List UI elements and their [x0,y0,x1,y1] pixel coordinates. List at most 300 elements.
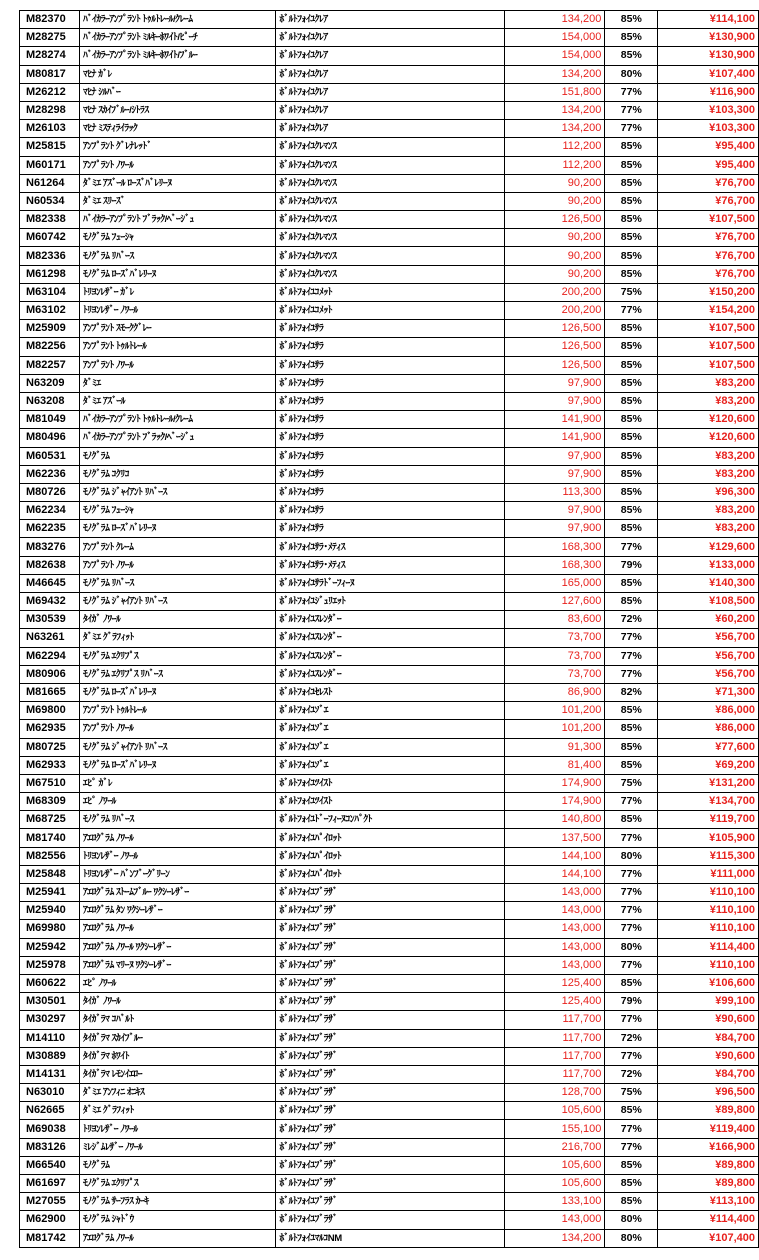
rate-cell: 75% [605,774,658,792]
product-code-cell: M80726 [20,483,80,501]
product-name-cell: ﾓﾉｸﾞﾗﾑ ﾌｭｰｼｬ [79,229,276,247]
list-price-cell: 140,800 [504,811,605,829]
table-row [20,338,759,356]
list-price-cell: 73,700 [504,647,605,665]
product-code-cell: M67510 [20,774,80,792]
table-row [20,865,759,883]
rate-cell: 85% [605,1175,658,1193]
rate-cell: 80% [605,1211,658,1229]
buy-price-cell: ¥107,500 [658,211,759,229]
product-name-cell: ﾐﾚｼﾞﾑﾚｻﾞｰ ﾉﾜｰﾙ [79,1138,276,1156]
buy-price-cell: ¥76,700 [658,174,759,192]
product-name-cell: ｴﾋﾟ ﾉﾜｰﾙ [79,793,276,811]
model-name-cell: ﾎﾞﾙﾄﾌｫｲﾕﾌﾞﾗｻﾞ [276,956,504,974]
table-row [20,593,759,611]
rate-cell: 72% [605,1029,658,1047]
product-code-cell: M69038 [20,1120,80,1138]
product-name-cell: ﾓﾉｸﾞﾗﾑ ﾘﾊﾞｰｽ [79,247,276,265]
rate-cell: 85% [605,520,658,538]
table-row [20,665,759,683]
rate-cell: 77% [605,920,658,938]
model-name-cell: ﾎﾞﾙﾄﾌｫｲﾕｿﾞｴ [276,756,504,774]
buy-price-cell: ¥106,600 [658,974,759,992]
product-name-cell: ｱｴﾛｸﾞﾗﾑ ﾉﾜｰﾙ [79,1229,276,1247]
buy-price-cell: ¥114,400 [658,1211,759,1229]
product-code-cell: M30539 [20,611,80,629]
product-name-cell: ﾊﾞｲｶﾗｰｱﾝﾌﾟﾗﾝﾄ ﾐﾙｷｰﾎﾜｲﾄ/ﾌﾞﾙｰ [79,47,276,65]
list-price-cell: 97,900 [504,502,605,520]
model-name-cell: ﾎﾞﾙﾄﾌｫｲﾕｸﾚﾏﾝｽ [276,156,504,174]
product-code-cell: M25942 [20,938,80,956]
rate-cell: 85% [605,738,658,756]
rate-cell: 85% [605,174,658,192]
table-row [20,465,759,483]
product-code-cell: N63208 [20,392,80,410]
table-row [20,356,759,374]
product-code-cell: M62235 [20,520,80,538]
buy-price-cell: ¥89,800 [658,1175,759,1193]
model-name-cell: ﾎﾞﾙﾄﾌｫｲﾕｻﾗ [276,338,504,356]
list-price-cell: 81,400 [504,756,605,774]
list-price-cell: 91,300 [504,738,605,756]
list-price-cell: 137,500 [504,829,605,847]
buy-price-cell: ¥110,100 [658,956,759,974]
product-code-cell: M28275 [20,29,80,47]
list-price-cell: 154,000 [504,29,605,47]
product-code-cell: M60742 [20,229,80,247]
buy-price-cell: ¥69,200 [658,756,759,774]
product-code-cell: M26103 [20,120,80,138]
buy-price-cell: ¥103,300 [658,120,759,138]
rate-cell: 85% [605,447,658,465]
model-name-cell: ﾎﾞﾙﾄﾌｫｲﾕｻﾗ [276,374,504,392]
buy-price-cell: ¥95,400 [658,138,759,156]
product-code-cell: M68725 [20,811,80,829]
rate-cell: 77% [605,902,658,920]
model-name-cell: ﾎﾞﾙﾄﾌｫｲﾕｻﾗ [276,411,504,429]
table-row [20,847,759,865]
product-name-cell: ﾀｲｶﾞﾗﾏ ﾎﾜｲﾄ [79,1047,276,1065]
model-name-cell: ﾎﾞﾙﾄﾌｫｲﾕﾄﾞｰﾌｨｰﾇｺﾝﾊﾟｸﾄ [276,811,504,829]
list-price-cell: 117,700 [504,1065,605,1083]
rate-cell: 85% [605,374,658,392]
product-name-cell: ﾀｲｶﾞﾗﾏ ﾚﾓﾝｲｴﾛｰ [79,1065,276,1083]
product-name-cell: ﾄﾘﾖﾝﾚｻﾞｰ ﾊﾞﾝﾌﾞｰｸﾞﾘｰﾝ [79,865,276,883]
model-name-cell: ﾎﾞﾙﾄﾌｫｲﾕﾊﾟｲﾛｯﾄ [276,829,504,847]
product-name-cell: ﾏﾋﾅ ｽｶｲﾌﾞﾙｰ/ｼﾄﾗｽ [79,101,276,119]
rate-cell: 79% [605,993,658,1011]
buy-price-cell: ¥107,400 [658,1229,759,1247]
product-name-cell: ﾓﾉｸﾞﾗﾑ ﾛｰｽﾞﾊﾞﾚﾘｰﾇ [79,683,276,701]
list-price-cell: 141,900 [504,429,605,447]
list-price-cell: 86,900 [504,683,605,701]
model-name-cell: ﾎﾞﾙﾄﾌｫｲﾕﾌﾞﾗｻﾞ [276,1120,504,1138]
table-row [20,156,759,174]
product-code-cell: M25940 [20,902,80,920]
table-row [20,938,759,956]
product-code-cell: M30297 [20,1011,80,1029]
product-name-cell: ｱﾝﾌﾟﾗﾝﾄ ﾄｩﾙﾄﾚｰﾙ [79,702,276,720]
buy-price-cell: ¥90,600 [658,1047,759,1065]
list-price-cell: 112,200 [504,156,605,174]
rate-cell: 85% [605,247,658,265]
rate-cell: 77% [605,793,658,811]
table-row [20,956,759,974]
model-name-cell: ﾎﾞﾙﾄﾌｫｲﾕｿﾞｴ [276,720,504,738]
rate-cell: 77% [605,629,658,647]
table-row [20,920,759,938]
buy-price-cell: ¥90,600 [658,1011,759,1029]
product-name-cell: ﾓﾉｸﾞﾗﾑ ﾛｰｽﾞﾊﾞﾚﾘｰﾇ [79,265,276,283]
product-code-cell: M69980 [20,920,80,938]
rate-cell: 85% [605,192,658,210]
list-price-cell: 101,200 [504,720,605,738]
product-name-cell: ﾓﾉｸﾞﾗﾑ ｴｸﾘﾌﾟｽ [79,1175,276,1193]
product-code-cell: M46645 [20,574,80,592]
rate-cell: 77% [605,302,658,320]
product-code-cell: N63010 [20,1084,80,1102]
buy-price-cell: ¥114,100 [658,11,759,29]
table-row [20,1047,759,1065]
list-price-cell: 113,300 [504,483,605,501]
buy-price-cell: ¥140,300 [658,574,759,592]
model-name-cell: ﾎﾞﾙﾄﾌｫｲﾕｽﾚﾝﾀﾞｰ [276,629,504,647]
model-name-cell: ﾎﾞﾙﾄﾌｫｲﾕｸﾚﾏﾝｽ [276,247,504,265]
rate-cell: 85% [605,411,658,429]
list-price-cell: 216,700 [504,1138,605,1156]
rate-cell: 77% [605,120,658,138]
model-name-cell: ﾎﾞﾙﾄﾌｫｲﾕｻﾗ･ﾒﾃｨｽ [276,556,504,574]
product-name-cell: ﾓﾉｸﾞﾗﾑ ｺｸﾘｺ [79,465,276,483]
table-row [20,829,759,847]
table-row [20,392,759,410]
product-name-cell: ﾓﾉｸﾞﾗﾑ ﾛｰｽﾞﾊﾞﾚﾘｰﾇ [79,756,276,774]
list-price-cell: 83,600 [504,611,605,629]
list-price-cell: 97,900 [504,392,605,410]
model-name-cell: ﾎﾞﾙﾄﾌｫｲﾕﾌﾞﾗｻﾞ [276,938,504,956]
product-code-cell: N60534 [20,192,80,210]
table-row [20,320,759,338]
model-name-cell: ﾎﾞﾙﾄﾌｫｲﾕｻﾗ [276,502,504,520]
buy-price-cell: ¥119,700 [658,811,759,829]
buy-price-cell: ¥134,700 [658,793,759,811]
product-name-cell: ｱｴﾛｸﾞﾗﾑ ｽﾄｰﾑﾌﾞﾙｰ ﾜｸｼｰﾚｻﾞｰ [79,884,276,902]
rate-cell: 85% [605,29,658,47]
rate-cell: 85% [605,1193,658,1211]
model-name-cell: ﾎﾞﾙﾄﾌｫｲﾕｸﾚｱ [276,47,504,65]
model-name-cell: ﾎﾞﾙﾄﾌｫｲﾕﾊﾟｲﾛｯﾄ [276,847,504,865]
buy-price-cell: ¥130,900 [658,29,759,47]
product-name-cell: ﾀｲｶﾞﾗﾏ ｺﾊﾞﾙﾄ [79,1011,276,1029]
model-name-cell: ﾎﾞﾙﾄﾌｫｲﾕﾌﾞﾗｻﾞ [276,1156,504,1174]
model-name-cell: ﾎﾞﾙﾄﾌｫｲﾕｸﾚｱ [276,11,504,29]
buy-price-cell: ¥110,100 [658,884,759,902]
table-row [20,29,759,47]
product-name-cell: ｱﾝﾌﾟﾗﾝﾄ ﾉﾜｰﾙ [79,720,276,738]
table-row [20,65,759,83]
model-name-cell: ﾎﾞﾙﾄﾌｫｲﾕｾﾚｽﾄ [276,683,504,701]
rate-cell: 85% [605,265,658,283]
product-code-cell: M80725 [20,738,80,756]
product-name-cell: ﾓﾉｸﾞﾗﾑ ｼｬﾄﾞｳ [79,1211,276,1229]
model-name-cell: ﾎﾞﾙﾄﾌｫｲﾕｸﾚﾏﾝｽ [276,174,504,192]
buy-price-cell: ¥84,700 [658,1065,759,1083]
product-name-cell: ﾏﾋﾅ ｼﾙﾊﾞｰ [79,83,276,101]
buy-price-cell: ¥107,500 [658,356,759,374]
table-row [20,1211,759,1229]
product-code-cell: M60171 [20,156,80,174]
product-name-cell: ﾓﾉｸﾞﾗﾑ ｼﾞｬｲｱﾝﾄ ﾘﾊﾞｰｽ [79,483,276,501]
buy-price-cell: ¥166,900 [658,1138,759,1156]
product-code-cell: M28298 [20,101,80,119]
buy-price-cell: ¥86,000 [658,720,759,738]
list-price-cell: 174,900 [504,793,605,811]
product-name-cell: ｱﾝﾌﾟﾗﾝﾄ ﾄｩﾙﾄﾚｰﾙ [79,338,276,356]
product-code-cell: M61697 [20,1175,80,1193]
buy-price-cell: ¥105,900 [658,829,759,847]
rate-cell: 80% [605,847,658,865]
list-price-cell: 200,200 [504,283,605,301]
model-name-cell: ﾎﾞﾙﾄﾌｫｲﾕｸﾚｱ [276,29,504,47]
table-row [20,502,759,520]
list-price-cell: 174,900 [504,774,605,792]
model-name-cell: ﾎﾞﾙﾄﾌｫｲﾕｸﾚﾏﾝｽ [276,192,504,210]
table-row [20,974,759,992]
list-price-cell: 126,500 [504,320,605,338]
product-name-cell: ｴﾋﾟ ｶﾞﾚ [79,774,276,792]
product-name-cell: ｱｴﾛｸﾞﾗﾑ ﾏﾘｰﾇ ﾜｸｼｰﾚｻﾞｰ [79,956,276,974]
product-code-cell: M62234 [20,502,80,520]
product-code-cell: N63209 [20,374,80,392]
buy-price-cell: ¥83,200 [658,374,759,392]
list-price-cell: 141,900 [504,411,605,429]
table-row [20,1229,759,1247]
rate-cell: 85% [605,1102,658,1120]
table-row [20,101,759,119]
model-name-cell: ﾎﾞﾙﾄﾌｫｲﾕｻﾗ [276,429,504,447]
buy-price-cell: ¥120,600 [658,429,759,447]
product-name-cell: ﾀｲｶﾞﾗﾏ ｽｶｲﾌﾞﾙｰ [79,1029,276,1047]
product-code-cell: M60622 [20,974,80,992]
rate-cell: 85% [605,138,658,156]
model-name-cell: ﾎﾞﾙﾄﾌｫｲﾕﾌﾞﾗｻﾞ [276,1102,504,1120]
buy-price-cell: ¥83,200 [658,447,759,465]
product-code-cell: M25848 [20,865,80,883]
model-name-cell: ﾎﾞﾙﾄﾌｫｲﾕｸﾚﾏﾝｽ [276,265,504,283]
table-row [20,47,759,65]
table-row [20,702,759,720]
model-name-cell: ﾎﾞﾙﾄﾌｫｲﾕﾌﾞﾗｻﾞ [276,1065,504,1083]
product-code-cell: M80496 [20,429,80,447]
product-code-cell: M62933 [20,756,80,774]
model-name-cell: ﾎﾞﾙﾄﾌｫｲﾕｽﾚﾝﾀﾞｰ [276,665,504,683]
list-price-cell: 143,000 [504,956,605,974]
rate-cell: 85% [605,338,658,356]
table-row [20,1120,759,1138]
model-name-cell: ﾎﾞﾙﾄﾌｫｲﾕﾏﾙｺNM [276,1229,504,1247]
product-name-cell: ﾄﾘﾖﾝﾚｻﾞｰ ﾉﾜｰﾙ [79,302,276,320]
model-name-cell: ﾎﾞﾙﾄﾌｫｲﾕﾌﾞﾗｻﾞ [276,974,504,992]
list-price-cell: 117,700 [504,1011,605,1029]
buy-price-cell: ¥116,900 [658,83,759,101]
table-row [20,1065,759,1083]
product-name-cell: ｱｴﾛｸﾞﾗﾑ ﾉﾜｰﾙ [79,829,276,847]
model-name-cell: ﾎﾞﾙﾄﾌｫｲﾕｻﾗ [276,465,504,483]
product-name-cell: ﾄﾘﾖﾝﾚｻﾞｰ ﾉﾜｰﾙ [79,847,276,865]
product-name-cell: ﾄﾘﾖﾝﾚｻﾞｰ ｶﾞﾚ [79,283,276,301]
list-price-cell: 105,600 [504,1156,605,1174]
product-code-cell: M82336 [20,247,80,265]
table-row [20,283,759,301]
buy-price-cell: ¥96,300 [658,483,759,501]
product-code-cell: M69432 [20,593,80,611]
product-code-cell: M25815 [20,138,80,156]
rate-cell: 80% [605,65,658,83]
product-code-cell: M62236 [20,465,80,483]
product-code-cell: M82556 [20,847,80,865]
table-row [20,483,759,501]
buy-price-cell: ¥60,200 [658,611,759,629]
product-name-cell: ｱﾝﾌﾟﾗﾝﾄ ﾉﾜｰﾙ [79,156,276,174]
rate-cell: 77% [605,884,658,902]
rate-cell: 85% [605,720,658,738]
model-name-cell: ﾎﾞﾙﾄﾌｫｲﾕｻﾗ [276,392,504,410]
rate-cell: 85% [605,320,658,338]
buy-price-cell: ¥130,900 [658,47,759,65]
buy-price-cell: ¥77,600 [658,738,759,756]
list-price-cell: 125,400 [504,974,605,992]
model-name-cell: ﾎﾞﾙﾄﾌｫｲﾕﾌﾞﾗｻﾞ [276,993,504,1011]
product-name-cell: ﾓﾉｸﾞﾗﾑ ｴｸﾘﾌﾟｽ ﾘﾊﾞｰｽ [79,665,276,683]
table-row [20,993,759,1011]
list-price-cell: 90,200 [504,265,605,283]
product-code-cell: M25941 [20,884,80,902]
product-code-cell: M27055 [20,1193,80,1211]
product-code-cell: M25978 [20,956,80,974]
rate-cell: 85% [605,702,658,720]
list-price-cell: 73,700 [504,629,605,647]
rate-cell: 85% [605,465,658,483]
buy-price-cell: ¥107,500 [658,338,759,356]
model-name-cell: ﾎﾞﾙﾄﾌｫｲﾕｻﾗ [276,447,504,465]
product-name-cell: ﾓﾉｸﾞﾗﾑ ﾘﾊﾞｰｽ [79,574,276,592]
list-price-cell: 125,400 [504,993,605,1011]
buy-price-cell: ¥89,800 [658,1156,759,1174]
product-name-cell: ﾄﾘﾖﾝﾚｻﾞｰ ﾉﾜｰﾙ [79,1120,276,1138]
model-name-cell: ﾎﾞﾙﾄﾌｫｲﾕｻﾗ [276,520,504,538]
product-name-cell: ｱﾝﾌﾟﾗﾝﾄ ﾉﾜｰﾙ [79,356,276,374]
list-price-cell: 133,100 [504,1193,605,1211]
list-price-cell: 112,200 [504,138,605,156]
model-name-cell: ﾎﾞﾙﾄﾌｫｲﾕﾌﾞﾗｻﾞ [276,1211,504,1229]
product-name-cell: ﾀﾞﾐｴ ｱｽﾞｰﾙ [79,392,276,410]
list-price-cell: 155,100 [504,1120,605,1138]
list-price-cell: 154,000 [504,47,605,65]
buy-price-cell: ¥56,700 [658,629,759,647]
product-name-cell: ｱﾝﾌﾟﾗﾝﾄ ｸﾚｰﾑ [79,538,276,556]
table-row [20,902,759,920]
table-row [20,1175,759,1193]
product-code-cell: M83276 [20,538,80,556]
buy-price-cell: ¥111,000 [658,865,759,883]
product-code-cell: M81742 [20,1229,80,1247]
buy-price-cell: ¥103,300 [658,101,759,119]
product-name-cell: ﾀｲｶﾞ ﾉﾜｰﾙ [79,993,276,1011]
list-price-cell: 134,200 [504,1229,605,1247]
rate-cell: 80% [605,938,658,956]
table-row [20,302,759,320]
table-row [20,756,759,774]
list-price-cell: 117,700 [504,1029,605,1047]
table-row [20,247,759,265]
product-code-cell: M66540 [20,1156,80,1174]
buy-price-cell: ¥131,200 [658,774,759,792]
model-name-cell: ﾎﾞﾙﾄﾌｫｲﾕﾂｲｽﾄ [276,774,504,792]
model-name-cell: ﾎﾞﾙﾄﾌｫｲﾕｻﾗ [276,320,504,338]
model-name-cell: ﾎﾞﾙﾄﾌｫｲﾕｸﾚｱ [276,120,504,138]
list-price-cell: 126,500 [504,356,605,374]
model-name-cell: ﾎﾞﾙﾄﾌｫｲﾕｸﾚﾏﾝｽ [276,211,504,229]
table-row [20,120,759,138]
buy-price-cell: ¥83,200 [658,502,759,520]
product-code-cell: M81740 [20,829,80,847]
table-row [20,1029,759,1047]
list-price-cell: 127,600 [504,593,605,611]
table-row [20,793,759,811]
product-name-cell: ﾓﾉｸﾞﾗﾑ ﾌｭｰｼｬ [79,502,276,520]
product-code-cell: M63104 [20,283,80,301]
buy-price-cell: ¥110,100 [658,902,759,920]
product-name-cell: ｴﾋﾟ ﾉﾜｰﾙ [79,974,276,992]
product-code-cell: M30889 [20,1047,80,1065]
buy-price-cell: ¥115,300 [658,847,759,865]
table-row [20,174,759,192]
product-name-cell: ﾀﾞﾐｴ ｽﾘｰｽﾞ [79,192,276,210]
product-code-cell: M68309 [20,793,80,811]
buy-price-cell: ¥107,400 [658,65,759,83]
rate-cell: 77% [605,956,658,974]
table-row [20,211,759,229]
rate-cell: 80% [605,1229,658,1247]
rate-cell: 85% [605,483,658,501]
table-row [20,520,759,538]
buy-price-cell: ¥83,200 [658,392,759,410]
model-name-cell: ﾎﾞﾙﾄﾌｫｲﾕｻﾗ [276,356,504,374]
rate-cell: 85% [605,392,658,410]
model-name-cell: ﾎﾞﾙﾄﾌｫｲﾕﾌﾞﾗｻﾞ [276,1011,504,1029]
buy-price-cell: ¥83,200 [658,520,759,538]
list-price-cell: 144,100 [504,847,605,865]
list-price-cell: 97,900 [504,374,605,392]
model-name-cell: ﾎﾞﾙﾄﾌｫｲﾕﾌﾞﾗｻﾞ [276,1047,504,1065]
model-name-cell: ﾎﾞﾙﾄﾌｫｲﾕﾌﾞﾗｻﾞ [276,1193,504,1211]
model-name-cell: ﾎﾞﾙﾄﾌｫｲﾕｺﾒｯﾄ [276,302,504,320]
product-code-cell: M60531 [20,447,80,465]
rate-cell: 85% [605,811,658,829]
rate-cell: 77% [605,101,658,119]
rate-cell: 72% [605,611,658,629]
rate-cell: 85% [605,593,658,611]
table-row [20,447,759,465]
table-row [20,1156,759,1174]
product-code-cell: M62900 [20,1211,80,1229]
rate-cell: 85% [605,502,658,520]
product-name-cell: ｱﾝﾌﾟﾗﾝﾄ ｽﾓｰｸｸﾞﾚｰ [79,320,276,338]
product-code-cell: M62294 [20,647,80,665]
buy-price-cell: ¥56,700 [658,665,759,683]
product-code-cell: M14131 [20,1065,80,1083]
product-name-cell: ﾓﾉｸﾞﾗﾑ [79,447,276,465]
